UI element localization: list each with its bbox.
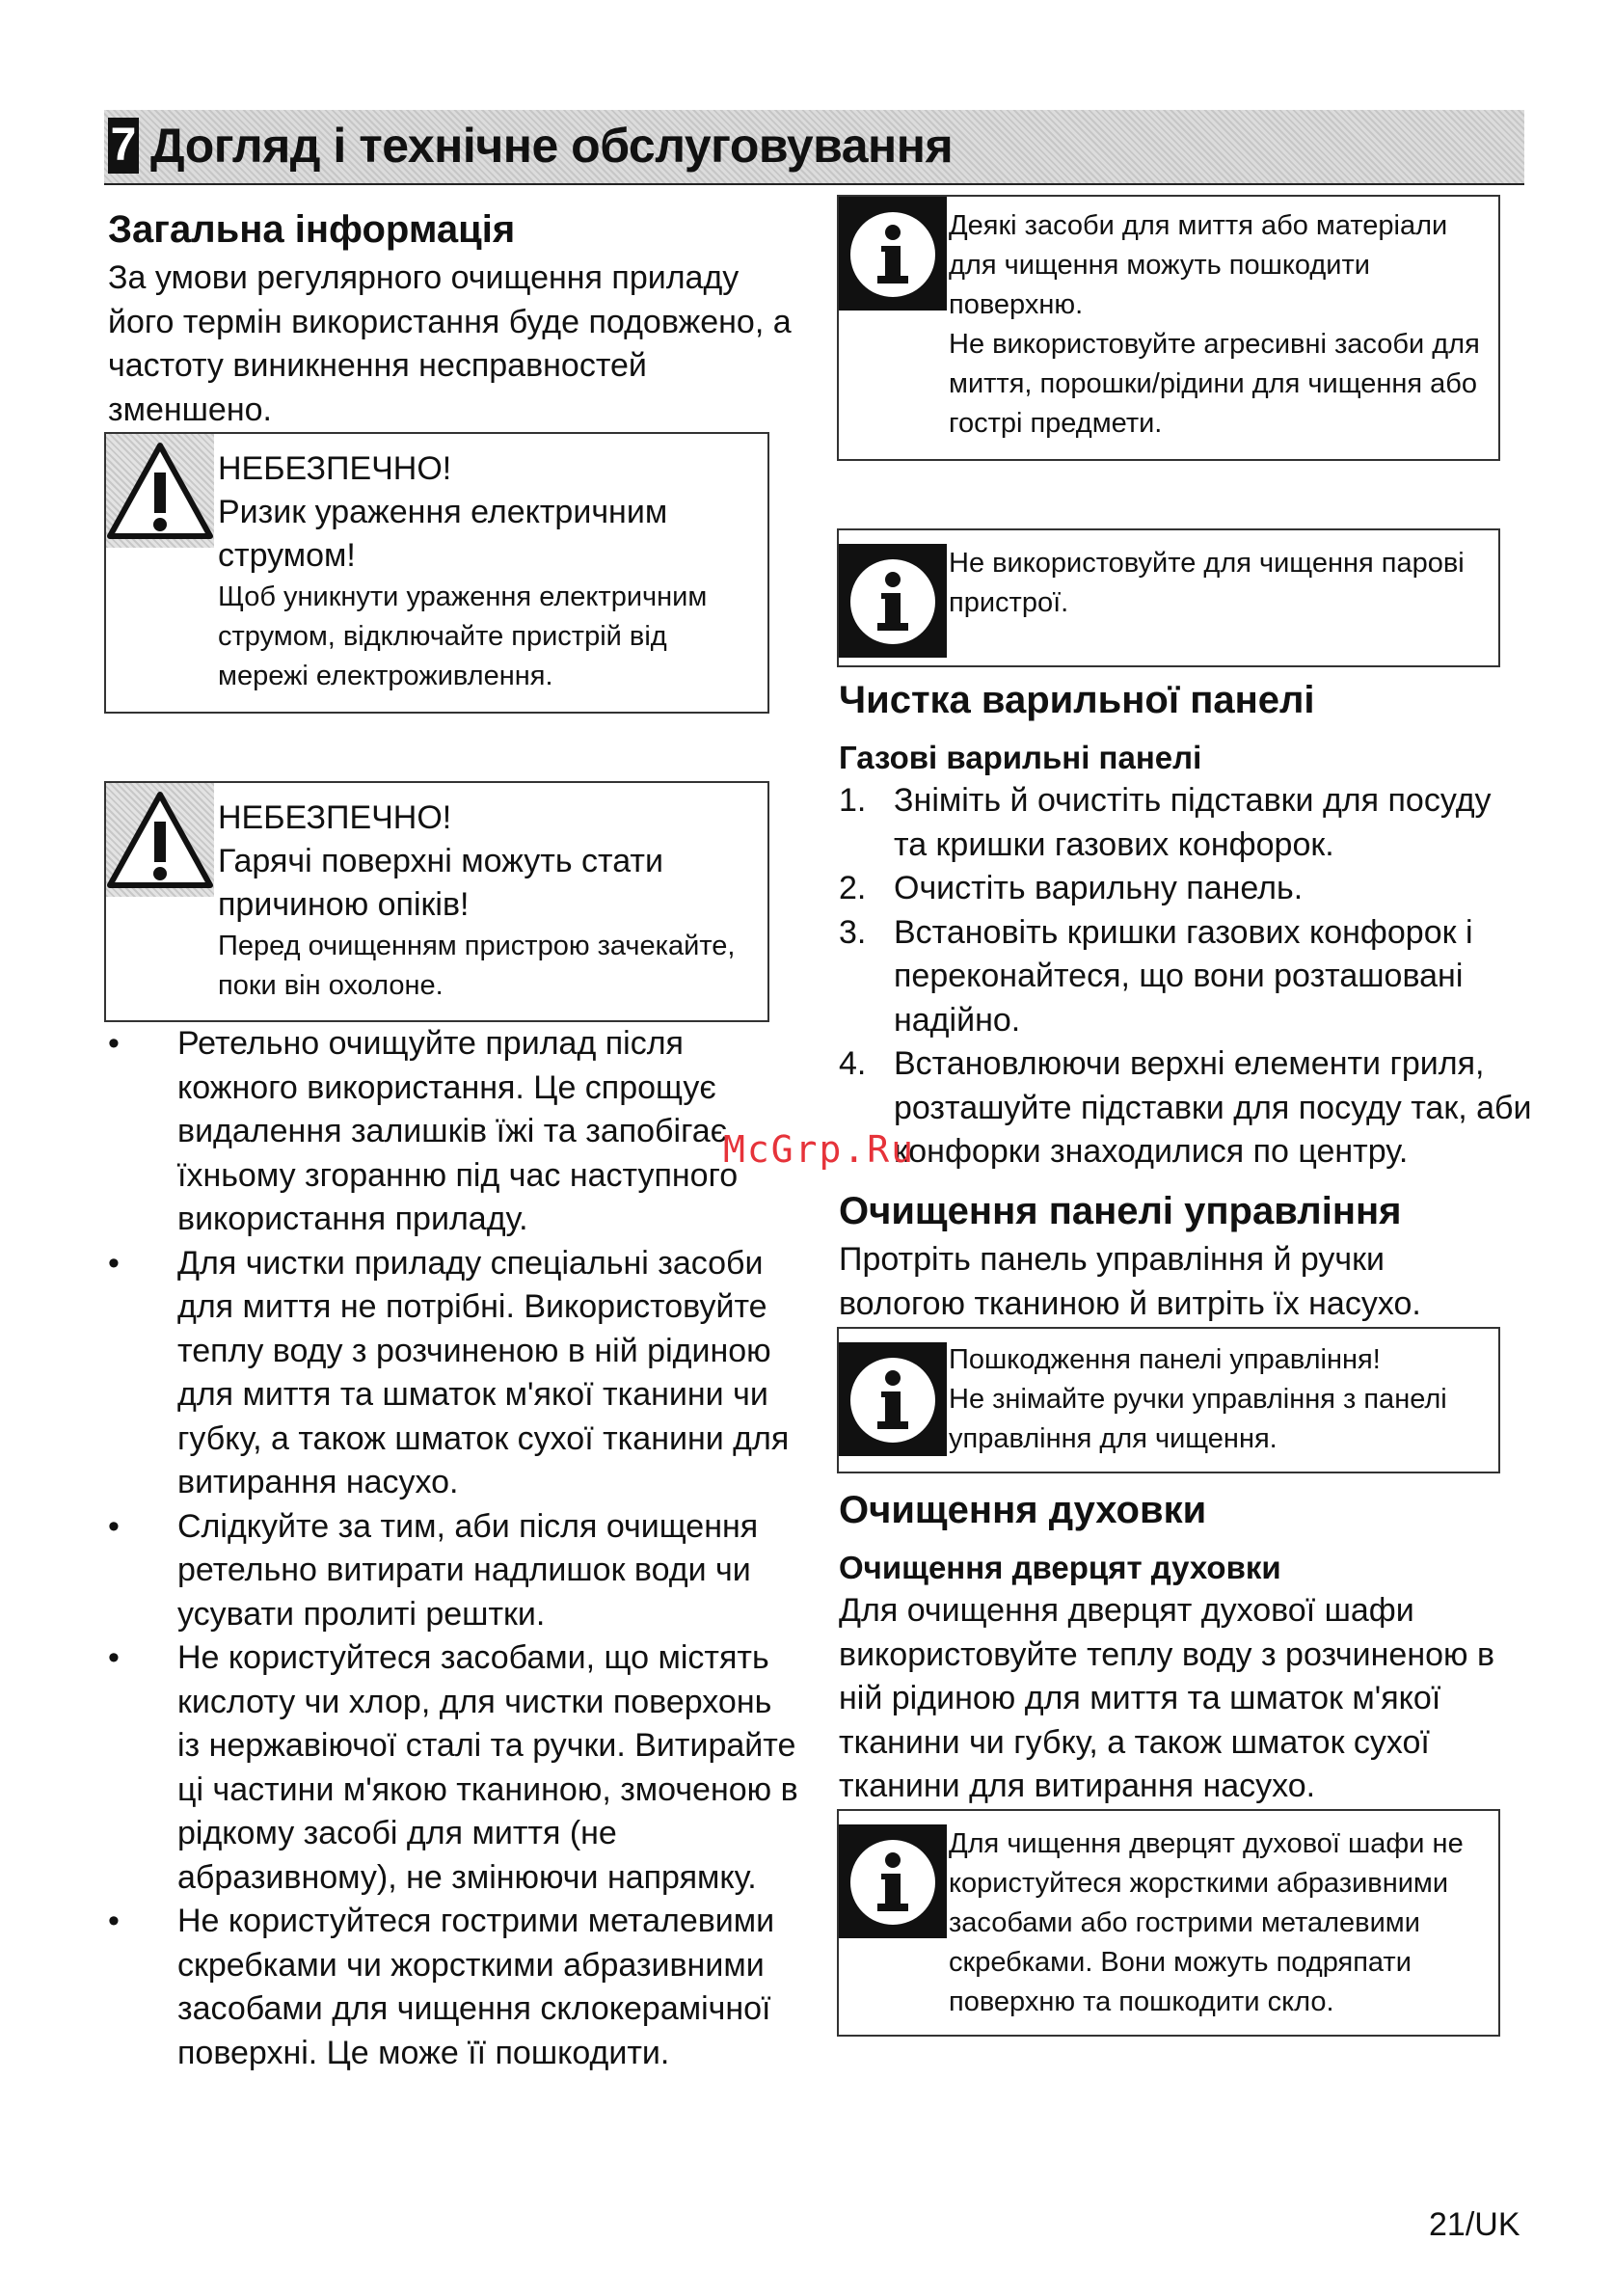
warning-text: причиною опіків!: [218, 886, 470, 923]
info-icon: [839, 1342, 947, 1456]
warning-detail: Перед очищенням пристрою зачекайте,: [218, 931, 736, 961]
info-box-oven-door: Для чищення дверцят духової шафи не користуйтеся жорсткими абразивними засобами або гострими металевими скребками. Вони можуть подряпати поверхню та пошкодити скло.: [837, 1809, 1500, 2037]
info-box-steam: Не використовуйте для чищення парові пристрої.: [837, 528, 1500, 667]
bullet-icon: •: [108, 1639, 120, 1676]
section-header: [104, 110, 1524, 185]
oven-door-subheading: Очищення дверцят духовки: [839, 1550, 1281, 1585]
warning-detail: струмом, відключайте пристрій від: [218, 621, 667, 652]
general-info-text: За умови регулярного очищення приладу його термін використання буде подовжено, а частоту виникнення несправностей зменшено.: [108, 259, 792, 428]
warning-heading: НЕБЕЗПЕЧНО!: [218, 799, 452, 836]
bullet-icon: •: [108, 1244, 120, 1282]
warning-box-hot: [104, 781, 769, 1022]
control-panel-heading: Очищення панелі управління: [839, 1190, 1402, 1232]
gas-hob-subheading: Газові варильні панелі: [839, 740, 1202, 775]
care-tips-list: [104, 1022, 798, 2075]
general-info-heading: Загальна інформація: [108, 208, 516, 251]
oven-cleaning-heading: Очищення духовки: [839, 1489, 1207, 1531]
warning-text: Гарячі поверхні можуть стати: [218, 843, 663, 879]
warning-text: Ризик ураження електричним: [218, 494, 668, 530]
control-panel-text: Протріть панель управління й ручки вологою тканиною й витріть їх насухо.: [839, 1241, 1421, 1322]
list-item: • Не користуйтеся засобами, що містять кислоту чи хлор, для чистки поверхонь із нержавіючої сталі та ручки. Витирайте ці частини м'якою тканиною, змоченою в рідкому засобі для миття (не абразивному), не змінюючи напрямку.: [104, 1636, 798, 1900]
bullet-icon: •: [108, 1025, 120, 1062]
warning-detail: Щоб уникнути ураження електричним: [218, 581, 708, 612]
bullet-icon: •: [108, 1507, 120, 1545]
warning-detail: мережі електроживлення.: [218, 661, 553, 691]
info-box-cleaning-agents: Деякі засоби для миття або матеріали для чищення можуть пошкодити поверхню. Не використовуйте агресивні засоби для миття, порошки/рідини для чищення або гострі предмети.: [837, 195, 1500, 461]
watermark: McGrp.Ru: [723, 1128, 916, 1171]
list-item: 2. Очистіть варильну панель.: [839, 870, 1304, 906]
list-item: 4. Встановлюючи верхні елементи гриля, розташуйте підставки для посуду так, аби конфорки знаходилися по центру.: [839, 1045, 1532, 1170]
info-icon: [839, 197, 947, 311]
list-item: • Слідкуйте за тим, аби після очищення ретельно витирати надлишок води чи усувати пролиті рештки.: [104, 1505, 798, 1637]
bullet-icon: •: [108, 1903, 120, 1939]
section-number: 7: [108, 118, 139, 174]
info-icon: [839, 544, 947, 658]
warning-heading: НЕБЕЗПЕЧНО!: [218, 450, 452, 487]
page-number: 21/UK: [1429, 2206, 1520, 2243]
oven-door-text: Для очищення дверцят духової шафи використовуйте теплу воду з розчиненою в ній рідиною для миття та шматок м'якої тканини чи губку, а також шматок сухої тканини для витирання насухо.: [839, 1592, 1495, 1804]
warning-triangle-icon: [106, 434, 214, 548]
warning-triangle-icon: [106, 783, 214, 897]
list-item: 3. Встановіть кришки газових конфорок і переконайтеся, що вони розташовані надійно.: [839, 913, 1473, 1039]
gas-hob-steps: [839, 779, 1533, 1175]
warning-box-electric: [104, 432, 769, 714]
warning-detail: поки він охолоне.: [218, 970, 444, 1001]
list-item: • Не користуйтеся гострими металевими скребками чи жорсткими абразивними засобами для чищення склокерамічної поверхні. Це може її пошкодити.: [104, 1900, 798, 2075]
list-item: • Ретельно очищуйте прилад після кожного використання. Це спрощує видалення залишків їжі та запобігає їхньому згоранню під час наступного використання приладу.: [104, 1022, 798, 1242]
list-item: 1. Зніміть й очистіть підставки для посуду та кришки газових конфорок.: [839, 782, 1492, 863]
warning-text: струмом!: [218, 537, 356, 574]
list-item: • Для чистки приладу спеціальні засоби для миття не потрібні. Використовуйте теплу воду з розчиненою в ній рідиною для миття та шматок м'якої тканини чи губку, а також шматок сухої тканини для витирання насухо.: [104, 1242, 798, 1505]
hob-cleaning-heading: Чистка варильної панелі: [839, 679, 1315, 721]
section-title: Догляд і технічне обслуговування: [150, 119, 954, 173]
info-icon: [839, 1824, 947, 1938]
info-box-control-panel: Пошкодження панелі управління! Не знімайте ручки управління з панелі управління для чищення.: [837, 1327, 1500, 1473]
